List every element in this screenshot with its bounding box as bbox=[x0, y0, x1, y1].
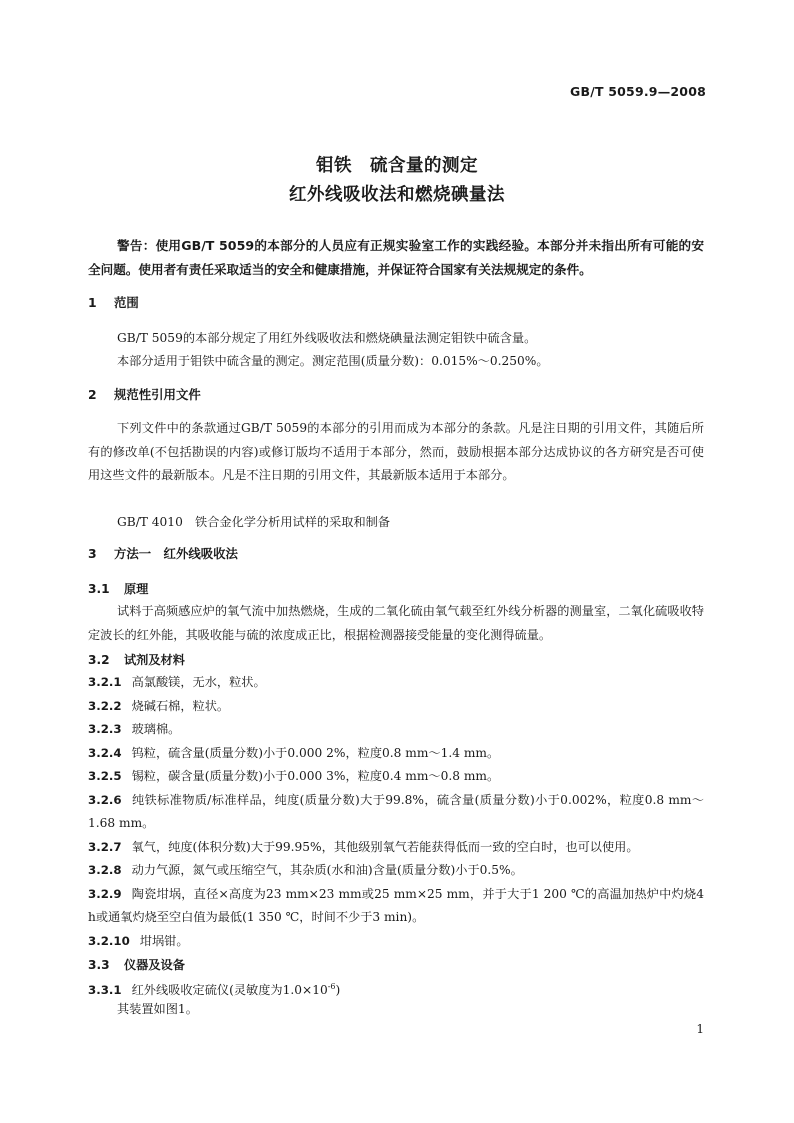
document-title-line1: 钼铁 硫含量的测定 bbox=[316, 156, 478, 176]
item-text: 玻璃棉。 bbox=[131, 722, 181, 736]
page-number: 1 bbox=[696, 1022, 704, 1036]
superscript-exponent: -6 bbox=[327, 982, 336, 991]
list-item bbox=[88, 671, 704, 695]
item-text: 陶瓷坩埚，直径×高度为23 mm×23 mm或25 mm×25 mm，并于大于1 200 ℃的高温加热炉中灼烧4 h或通氧灼烧至空白值为最低(1 350 ℃，时间不少于3 min)。 bbox=[88, 886, 704, 924]
list-item bbox=[88, 930, 704, 954]
subsection-number: 3.3 bbox=[88, 958, 110, 972]
item-text: 纯铁标准物质/标准样品，纯度(质量分数)大于99.8%，硫含量(质量分数)小于0.002%，粒度0.8 mm～1.68 mm。 bbox=[88, 792, 704, 830]
item-number: 3.3.1 bbox=[88, 983, 122, 998]
list-item bbox=[88, 836, 704, 860]
item-number: 3.2.6 bbox=[88, 792, 122, 807]
section-heading-method-one bbox=[88, 545, 704, 563]
section-heading-scope bbox=[88, 294, 704, 312]
item-text: 红外线吸收定硫仪(灵敏度为1.0×10 bbox=[131, 983, 328, 998]
item-number: 3.2.7 bbox=[88, 839, 122, 854]
safety-warning: 警告：使用GB/T 5059的本部分的人员应有正规实验室工作的实践经验。本部分并未指出所有可能的安全问题。使用者有责任采取适当的安全和健康措施，并保证符合国家有关法规规定的条件。 bbox=[88, 238, 704, 277]
subsection-heading-reagents bbox=[88, 651, 704, 669]
item-text: 高氯酸镁，无水，粒状。 bbox=[131, 675, 266, 689]
item-number: 3.2.2 bbox=[88, 698, 122, 713]
item-text: 氧气，纯度(体积分数)大于99.95%，其他级别氧气若能获得低而一致的空白时，也可以使用。 bbox=[131, 839, 639, 854]
standard-code: GB/T 5059.9—2008 bbox=[570, 84, 706, 99]
list-item bbox=[88, 883, 704, 930]
paragraph: 试料于高频感应炉的氧气流中加热燃烧，生成的二氧化硫由氧气载至红外线分析器的测量室，二氧化硫吸收特定波长的红外能，其吸收能与硫的浓度成正比，根据检测器接受能量的变化测得硫量。 bbox=[88, 604, 704, 642]
list-item bbox=[88, 765, 704, 789]
subsection-number: 3.2 bbox=[88, 653, 110, 667]
section-number: 2 bbox=[88, 387, 97, 402]
paragraph: 其装置如图1。 bbox=[117, 1002, 198, 1016]
list-item bbox=[88, 789, 704, 836]
subsection-title: 试剂及材料 bbox=[124, 653, 185, 667]
subsection-title: 原理 bbox=[124, 582, 149, 596]
item-number: 3.2.8 bbox=[88, 863, 122, 877]
reagent-list bbox=[88, 671, 704, 953]
section-number: 3 bbox=[88, 546, 97, 561]
item-text: 钨粒，硫含量(质量分数)小于0.000 2%，粒度0.8 mm～1.4 mm。 bbox=[131, 745, 500, 760]
list-item bbox=[88, 859, 704, 883]
item-text-end: ) bbox=[335, 983, 341, 998]
reference-entry: GB/T 4010 铁合金化学分析用试样的采取和制备 bbox=[117, 515, 391, 529]
section-title: 方法一 红外线吸收法 bbox=[114, 546, 238, 561]
paragraph: GB/T 5059的本部分规定了用红外线吸收法和燃烧碘量法测定钼铁中硫含量。 bbox=[117, 331, 537, 345]
list-item bbox=[88, 718, 704, 742]
document-title-line2: 红外线吸收法和燃烧碘量法 bbox=[289, 185, 505, 205]
item-number: 3.2.4 bbox=[88, 745, 122, 760]
item-text: 动力气源，氮气或压缩空气，其杂质(水和油)含量(质量分数)小于0.5%。 bbox=[131, 863, 523, 877]
item-number: 3.2.3 bbox=[88, 722, 122, 736]
item-text: 坩埚钳。 bbox=[139, 933, 189, 948]
item-number: 3.2.1 bbox=[88, 675, 122, 689]
section-title: 规范性引用文件 bbox=[114, 387, 201, 402]
subsection-title: 仪器及设备 bbox=[124, 958, 185, 972]
subsection-heading-principle bbox=[88, 580, 704, 598]
item-text: 锡粒，碳含量(质量分数)小于0.000 3%，粒度0.4 mm～0.8 mm。 bbox=[131, 769, 500, 783]
subsection-heading-apparatus bbox=[88, 956, 704, 974]
list-item bbox=[88, 742, 704, 766]
paragraph: 本部分适用于钼铁中硫含量的测定。测定范围(质量分数)：0.015%～0.250%。 bbox=[117, 354, 549, 368]
section-heading-references bbox=[88, 386, 704, 404]
section-title: 范围 bbox=[114, 295, 139, 310]
item-number: 3.2.5 bbox=[88, 769, 122, 783]
item-number: 3.2.9 bbox=[88, 886, 122, 901]
list-item bbox=[88, 695, 704, 719]
item-text: 烧碱石棉，粒状。 bbox=[131, 698, 230, 713]
item-number: 3.2.10 bbox=[88, 933, 130, 948]
section-number: 1 bbox=[88, 295, 97, 310]
paragraph: 下列文件中的条款通过GB/T 5059的本部分的引用而成为本部分的条款。凡是注日期的引用文件，其随后所有的修改单(不包括勘误的内容)或修订版均不适用于本部分，然而，鼓励根据本部分达成协议的各方研究是否可使用这些文件的最新版本。凡是不注日期的引用文件，其最新版本适用于本部分。 bbox=[88, 421, 704, 482]
subsection-number: 3.1 bbox=[88, 582, 110, 596]
